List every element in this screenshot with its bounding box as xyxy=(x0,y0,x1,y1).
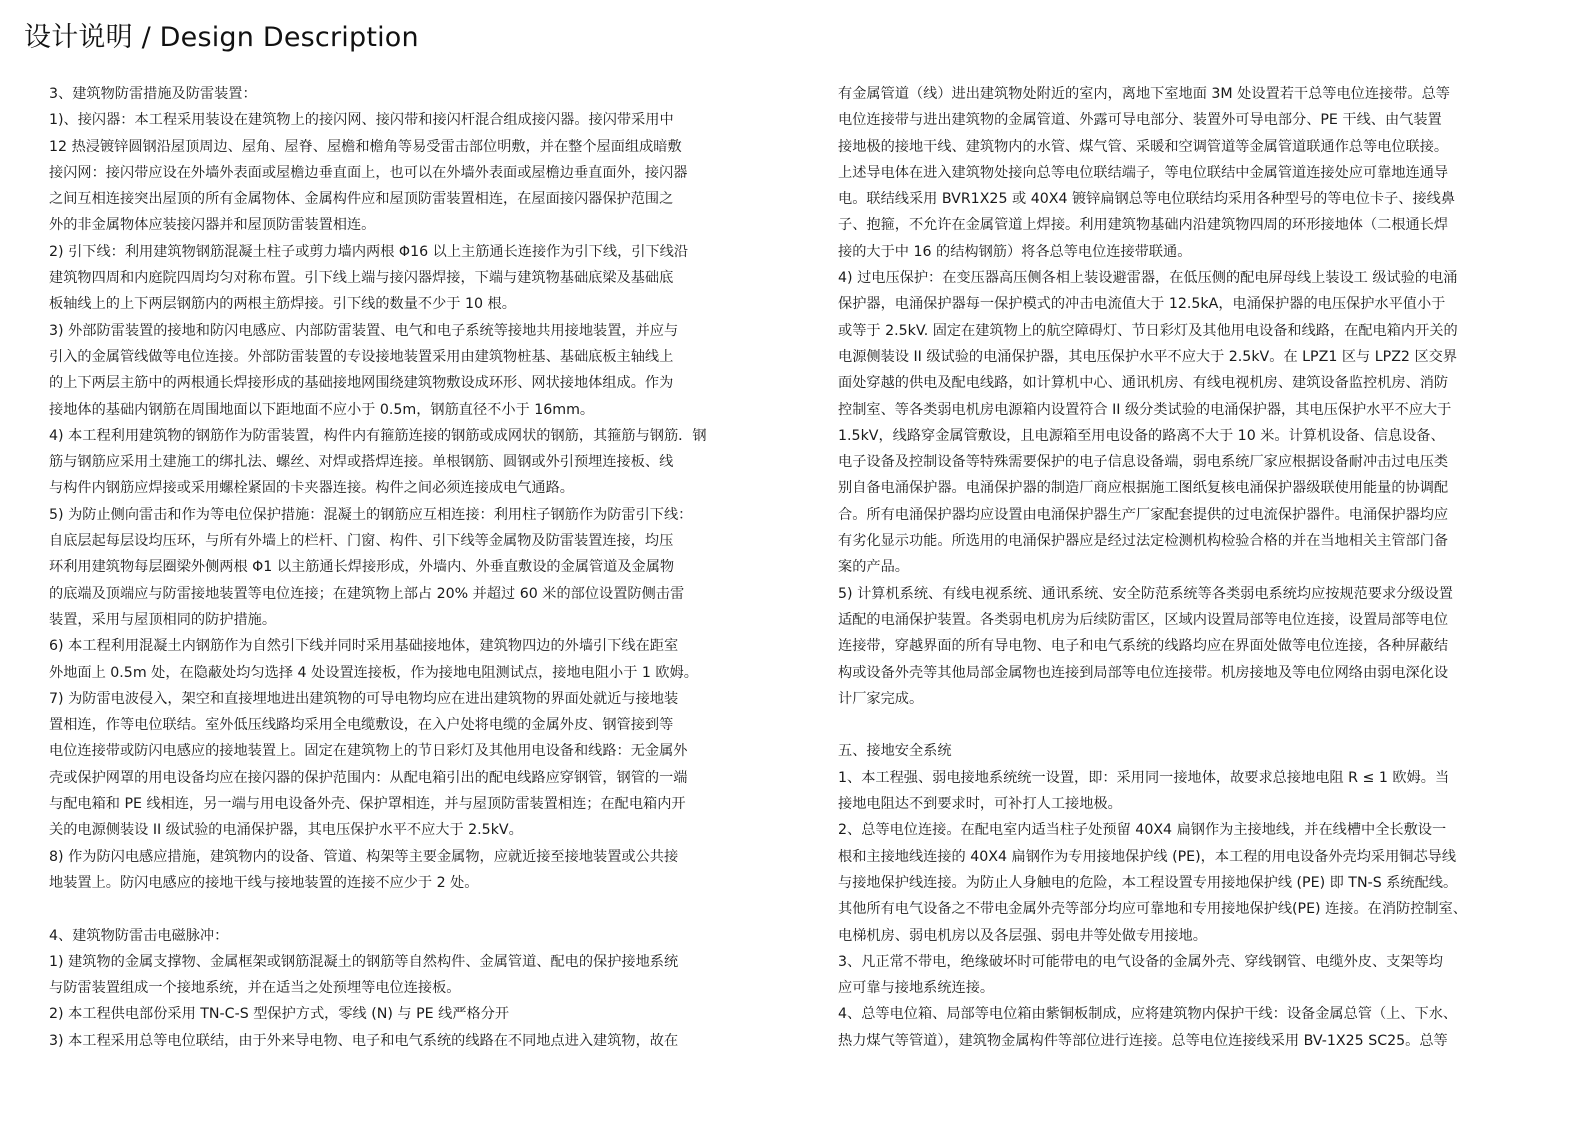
text-line: 8) 作为防闪电感应措施，建筑物内的设备、管道、构架等主要金属物，应就近接至接地装置或公共接 xyxy=(49,848,679,865)
blank-line xyxy=(49,896,761,922)
text-line: 与防雷装置组成一个接地系统，并在适当之处预埋等电位连接板。 xyxy=(49,980,461,997)
text-line: 外的非金属物体应装接闪器并和屋顶防雷装置相连。 xyxy=(49,217,376,234)
text-line: 根和主接地线连接的 40X4 扁钢作为专用接地保护线 (PE)，本工程的用电设备外壳均采用铜芯导线 xyxy=(838,848,1457,865)
text-line: 五、接地安全系统 xyxy=(838,743,952,760)
text-line: 电子设备及控制设备等特殊需要保护的电子信息设备端，弱电系统厂家应根据设备耐冲击过电压类 xyxy=(838,454,1449,471)
text-line: 12 热浸镀锌圆钢沿屋顶周边、屋角、屋脊、屋檐和檐角等易受雷击部位明敷，并在整个屋面组成暗敷 xyxy=(49,138,682,155)
text-line: 与配电箱和 PE 线相连，另一端与用电设备外壳、保护罩相连，并与屋顶防雷装置相连；在配电箱内开 xyxy=(49,796,686,813)
text-line: 电梯机房、弱电机房以及各层强、弱电井等处做专用接地。 xyxy=(838,927,1207,944)
text-line: 保护器，电涌保护器每一保护模式的冲击电流值大于 12.5kA，电涌保护器的电压保护水平值小于 xyxy=(838,296,1446,313)
text-line: 2) 引下线：利用建筑物钢筋混凝土柱子或剪力墙内两根 Φ16 以上主筋通长连接作为引下线，引下线沿 xyxy=(49,243,689,260)
text-line: 接地极的接地干线、建筑物内的水管、煤气管、采暖和空调管道等金属管道联通作总等电位联接。 xyxy=(838,138,1449,155)
text-line: 关的电源侧装设 II 级试验的电涌保护器，其电压保护水平不应大于 2.5kV。 xyxy=(49,822,523,839)
text-line: 2、总等电位连接。在配电室内适当柱子处预留 40X4 扁钢作为主接地线，并在线槽中全长敷设一 xyxy=(838,822,1447,839)
text-line: 地装置上。防闪电感应的接地干线与接地装置的连接不应少于 2 处。 xyxy=(49,874,479,891)
text-line: 壳或保护网罩的用电设备均应在接闪器的保护范围内：从配电箱引出的配电线路应穿钢管，钢管的一端 xyxy=(49,769,688,786)
text-line: 其他所有电气设备之不带电金属外壳等部分均应可靠地和专用接地保护线(PE) 连接。在消防控制室、 xyxy=(838,901,1467,918)
text-line: 筋与钢筋应采用土建施工的绑扎法、螺丝、对焊或搭焊连接。单根钢筋、圆钢或外引预埋连接板、线 xyxy=(49,454,674,471)
text-line: 接闪网：接闪带应设在外墙外表面或屋檐边垂直面上，也可以在外墙外表面或屋檐边垂直面外，接闪器 xyxy=(49,164,688,181)
text-line: 连接带，穿越界面的所有导电物、电子和电气系统的线路均应在界面处做等电位连接，各种屏蔽结 xyxy=(838,638,1449,655)
text-line: 计厂家完成。 xyxy=(838,690,924,707)
text-line: 外地面上 0.5m 处，在隐蔽处均匀选择 4 处设置连接板，作为接地电阻测试点，接地电阻小于 1 欧姆。 xyxy=(49,664,698,681)
text-line: 别自备电涌保护器。电涌保护器的制造厂商应根据施工图纸复核电涌保护器级联使用能量的协调配 xyxy=(838,480,1449,497)
text-line: 的上下两层主筋中的两根通长焊接形成的基础接地网围绕建筑物敷设成环形、网状接地体组成。作为 xyxy=(49,375,674,392)
text-line: 的底端及顶端应与防雷接地装置等电位连接；在建筑物上部占 20% 并超过 60 米的部位设置防侧击雷 xyxy=(49,585,685,602)
text-line: 接地体的基础内钢筋在周围地面以下距地面不应小于 0.5m，钢筋直径不小于 16mm。 xyxy=(49,401,595,418)
text-line: 3) 外部防雷装置的接地和防闪电感应、内部防雷装置、电气和电子系统等接地共用接地装置，并应与 xyxy=(49,322,679,339)
text-line: 4、总等电位箱、局部等电位箱由紫铜板制成，应将建筑物内保护干线：设备金属总管（上、下水、 xyxy=(838,1006,1458,1023)
text-line: 构或设备外壳等其他局部金属物也连接到局部等电位连接带。机房接地及等电位网络由弱电深化设 xyxy=(838,664,1449,681)
text-line: 4) 本工程利用建筑物的钢筋作为防雷装置，构件内有箍筋连接的钢筋或成网状的钢筋，其箍筋与钢筋．钢 xyxy=(49,427,707,444)
text-line: 面处穿越的供电及配电线路，如计算机中心、通讯机房、有线电视机房、建筑设备监控机房、消防 xyxy=(838,375,1449,392)
text-line: 合。所有电涌保护器均应设置由电涌保护器生产厂家配套提供的过电流保护器件。电涌保护器均应 xyxy=(838,506,1449,523)
text-line: 1、本工程强、弱电接地系统统一设置，即：采用同一接地体，故要求总接地电阻 R ≤ 1 欧姆。当 xyxy=(838,769,1450,786)
text-line: 案的产品。 xyxy=(838,559,909,576)
text-line: 5) 计算机系统、有线电视系统、通讯系统、安全防范系统等各类弱电系统均应按规范要求分级设置 xyxy=(838,585,1453,602)
text-line: 建筑物四周和内庭院四周均匀对称布置。引下线上端与接闪器焊接，下端与建筑物基础底梁及基础底 xyxy=(49,270,674,287)
text-line: 或等于 2.5kV. 固定在建筑物上的航空障碍灯、节日彩灯及其他用电设备和线路，在配电箱内开关的 xyxy=(838,322,1458,339)
text-line: 4) 过电压保护：在变压器高压侧各相上装设避雷器，在低压侧的配电屏母线上装设工 级试验的电涌 xyxy=(838,270,1458,287)
text-line: 5) 为防止侧向雷击和作为等电位保护措施：混凝土的钢筋应互相连接：利用柱子钢筋作为防雷引下线： xyxy=(49,506,693,523)
text-line: 之间互相连接突出屋顶的所有金属物体、金属构件应和屋顶防雷装置相连，在屋面接闪器保护范围之 xyxy=(49,191,674,208)
text-line: 有金属管道（线）进出建筑物处附近的室内，离地下室地面 3M 处设置若干总等电位连接带。总等 xyxy=(838,86,1450,102)
text-line: 接的大于中 16 的结构钢筋）将各总等电位连接带联通。 xyxy=(838,243,1192,260)
text-line: 装置，采用与屋顶相同的防护措施。 xyxy=(49,611,277,628)
text-line: 有劣化显示功能。所选用的电涌保护器应是经过法定检测机构检验合格的并在当地相关主管部门备 xyxy=(838,533,1449,550)
text-line: 电。联结线采用 BVR1X25 或 40X4 镀锌扁钢总等电位联结均采用各种型号的等电位卡子、接线鼻 xyxy=(838,191,1456,208)
text-line: 6) 本工程利用混凝土内钢筋作为自然引下线并同时采用基础接地体，建筑物四边的外墙引下线在距室 xyxy=(49,638,679,655)
text-line: 电位连接带与进出建筑物的金属管道、外露可导电部分、装置外可导电部分、PE 干线、由气装置 xyxy=(838,112,1442,129)
text-line: 电源侧装设 II 级试验的电涌保护器，其电压保护水平不应大于 2.5kV。在 LPZ1 区与 LPZ2 区交界 xyxy=(838,348,1458,365)
text-line: 接地电阻达不到要求时，可补打人工接地极。 xyxy=(838,796,1122,813)
text-line: 3) 本工程采用总等电位联结，由于外来导电物、电子和电气系统的线路在不同地点进入建筑物，故在 xyxy=(49,1032,679,1049)
text-line: 上述导电体在进入建筑物处接向总等电位联结端子，等电位联结中金属管道连接处应可靠地连通导 xyxy=(838,164,1449,181)
text-line: 与构件内钢筋应焊接或采用螺栓紧固的卡夹器连接。构件之间必须连接成电气通路。 xyxy=(49,480,574,497)
text-line: 置相连，作等电位联结。室外低压线路均采用全电缆敷设，在入户处将电缆的金属外皮、钢管接到等 xyxy=(49,717,674,734)
text-line: 1)、接闪器：本工程采用装设在建筑物上的接闪网、接闪带和接闪杆混合组成接闪器。接闪带采用中 xyxy=(49,112,674,129)
text-line: 2) 本工程供电部份采用 TN-C-S 型保护方式，零线 (N) 与 PE 线严格分开 xyxy=(49,1006,510,1023)
text-line: 子、抱箍，不允许在金属管道上焊接。利用建筑物基础内沿建筑物四周的环形接地体（二根通长焊 xyxy=(838,217,1449,234)
text-line: 板轴线上的上下两层钢筋内的两根主筋焊接。引下线的数量不少于 10 根。 xyxy=(49,296,516,313)
page-title: 设计说明 / Design Description xyxy=(24,22,419,53)
right-text-column xyxy=(838,81,1528,1054)
text-line: 引入的金属管线做等电位连接。外部防雷装置的专设接地装置采用由建筑物桩基、基础底板主轴线上 xyxy=(49,348,674,365)
text-line: 与接地保护线连接。为防止人身触电的危险，本工程设置专用接地保护线 (PE) 即 TN-S 系统配线。 xyxy=(838,874,1458,891)
text-line: 自底层起每层设均压环，与所有外墙上的栏杆、门窗、构件、引下线等金属物及防雷装置连接，均压 xyxy=(49,533,674,550)
left-text-column xyxy=(49,81,761,1054)
text-line: 热力煤气等管道），建筑物金属构件等部位进行连接。总等电位连接线采用 BV-1X25 SC25。总等 xyxy=(838,1032,1448,1049)
text-line: 3、建筑物防雷措施及防雷装置： xyxy=(49,86,257,102)
text-line: 1.5kV，线路穿金属管敷设，且电源箱至用电设备的路离不大于 10 米。计算机设备、信息设备、 xyxy=(838,427,1445,444)
text-line: 7) 为防雷电波侵入，架空和直接埋地进出建筑物的可导电物均应在进出建筑物的界面处就近与接地装 xyxy=(49,690,679,707)
text-line: 环利用建筑物每层圈梁外侧两根 Φ1 以主筋通长焊接形成，外墙内、外垂直敷设的金属管道及金属物 xyxy=(49,559,675,576)
text-line: 应可靠与接地系统连接。 xyxy=(838,980,995,997)
text-line: 4、建筑物防雷击电磁脉冲： xyxy=(49,927,229,944)
text-line: 3、凡正常不带电，绝缘破坏时可能带电的电气设备的金属外壳、穿线钢管、电缆外皮、支架等均 xyxy=(838,953,1443,970)
text-line: 电位连接带或防闪电感应的接地装置上。固定在建筑物上的节日彩灯及其他用电设备和线路：无金属外 xyxy=(49,743,688,760)
text-line: 控制室、等各类弱电机房电源箱内设置符合 II 级分类试验的电涌保护器，其电压保护水平不应大于 xyxy=(838,401,1452,418)
text-line: 1) 建筑物的金属支撑物、金属框架或钢筋混凝土的钢筋等自然构件、金属管道、配电的保护接地系统 xyxy=(49,953,679,970)
text-line: 适配的电涌保护装置。各类弱电机房为后续防雷区，区域内设置局部等电位连接，设置局部等电位 xyxy=(838,611,1449,628)
blank-line xyxy=(838,712,1528,738)
